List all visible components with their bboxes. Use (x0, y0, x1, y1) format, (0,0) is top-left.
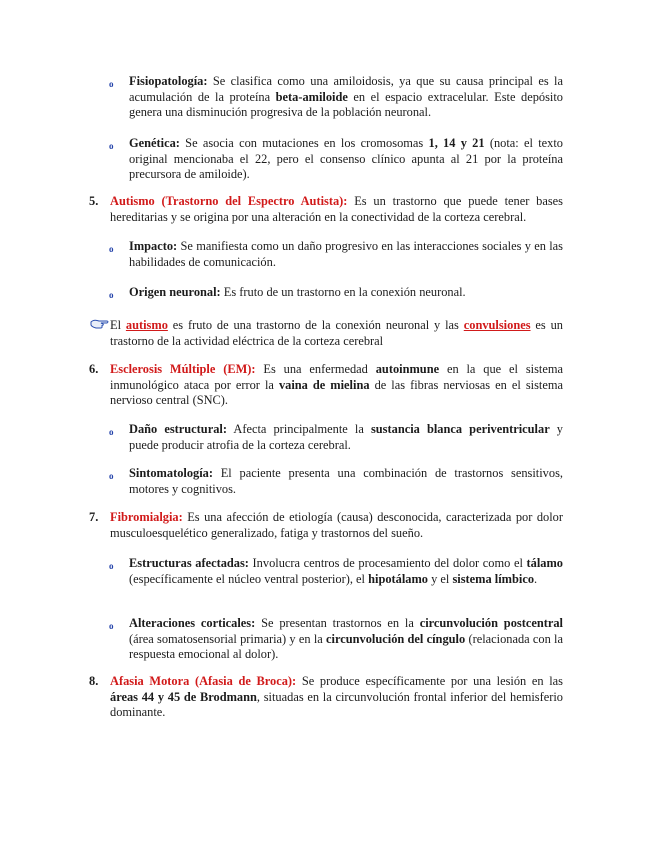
estructuras-paragraph (129, 556, 563, 587)
autismo-link: autismo (125, 318, 168, 332)
bold-term: circunvolución postcentral (419, 616, 563, 630)
item6-paragraph (110, 362, 563, 409)
convulsiones-link: convulsiones (463, 318, 531, 332)
text: Se presentan trastornos en la (255, 616, 420, 630)
text: Es fruto de un trastorno en la conexión neuronal. (220, 285, 466, 299)
text: es fruto de una trastorno de la conexión neuronal y las (167, 318, 464, 332)
bold-term: circunvolución del cíngulo (326, 631, 466, 646)
bold-term: 1, 14 y 21 (428, 136, 485, 150)
text: El paciente presenta una combinación de trastornos sensitivos, motores y cognitivos. (129, 466, 563, 496)
item-number: 5. (89, 194, 99, 208)
text: Se clasifica como una amiloidosis, ya que su causa principal es la acumulación de la proteína (129, 74, 563, 104)
bold-term: sistema límbico (452, 571, 535, 586)
item-number: 7. (89, 510, 99, 524)
genetica-paragraph (129, 136, 563, 183)
bold-term: tálamo (526, 556, 563, 570)
alteraciones-label: Alteraciones corticales: (129, 616, 256, 630)
text: y el (428, 571, 453, 586)
text: Es un trastorno que puede tener bases hereditarias y se origina por una alteración en la conectividad de la corteza cerebral. (110, 194, 563, 224)
genetica-label: Genética: (129, 136, 180, 150)
item5-title: Autismo (Trastorno del Espectro Autista): (110, 194, 348, 208)
text: Afecta principalmente la (226, 422, 371, 436)
pointing-hand-icon (90, 318, 110, 330)
text: Es una afección de etiología (causa) desconocida, caracterizada por dolor musculoesquelético generalizado, fatiga y trastornos del sueño. (110, 510, 563, 540)
item6-title: Esclerosis Múltiple (EM): (110, 362, 256, 376)
bullet-icon: o (109, 561, 114, 571)
text: Es una enfermedad (255, 362, 376, 376)
text: (área somatosensorial primaria) y en la (129, 631, 327, 646)
sintomatologia-label: Sintomatología: (129, 466, 213, 480)
text: Se manifiesta como un daño progresivo en las interacciones sociales y en las habilidades de comunicación. (129, 239, 563, 269)
impacto-paragraph (129, 239, 563, 270)
item5-paragraph (110, 194, 563, 225)
alteraciones-paragraph (129, 616, 563, 663)
impacto-label: Impacto: (129, 239, 178, 253)
fisiopatologia-label: Fisiopatología: (129, 74, 208, 88)
estructuras-label: Estructuras afectadas: (129, 556, 249, 570)
item-number: 6. (89, 362, 99, 376)
item7-title: Fibromialgia: (110, 510, 183, 524)
origen-paragraph (129, 285, 563, 301)
origen-label: Origen neuronal: (129, 285, 221, 299)
bullet-icon: o (109, 621, 114, 631)
autismo-note (110, 318, 563, 349)
text: es un trastorno de la actividad eléctrica de la corteza cerebral (110, 318, 564, 348)
bold-term: hipotálamo (368, 571, 429, 586)
text: en la que el sistema inmunológico ataca por error la (110, 362, 563, 392)
text: (nota: el texto original mencionaba el 22, pero el consenso clínico apunta al 21 por la proteína precursora de amiloide). (129, 136, 563, 182)
bold-term: áreas 44 y 45 de Brodmann (110, 689, 257, 704)
text: de las fibras nerviosas en el sistema nervioso central (SNC). (110, 377, 563, 408)
text: (específicamente el núcleo ventral posterior), el (129, 571, 369, 586)
bullet-icon: o (109, 141, 114, 151)
fisiopatologia-paragraph (129, 74, 563, 121)
text: , situadas en la circunvolución frontal inferior del hemisferio dominante. (110, 689, 563, 720)
item8-paragraph (110, 674, 563, 721)
text: Se produce específicamente por una lesión en las (296, 674, 563, 688)
text: Se asocia con mutaciones en los cromosomas (179, 136, 429, 150)
text: y puede producir atrofia de la corteza cerebral. (129, 422, 564, 452)
sintomatologia-paragraph (129, 466, 563, 497)
item8-title: Afasia Motora (Afasia de Broca): (110, 674, 297, 688)
bullet-icon: o (109, 290, 114, 300)
bullet-icon: o (109, 244, 114, 254)
bullet-icon: o (109, 471, 114, 481)
text: El (110, 318, 126, 332)
text: Involucra centros de procesamiento del dolor como el (248, 556, 527, 570)
text: (relacionada con la respuesta emocional al dolor). (129, 631, 563, 662)
dano-label: Daño estructural: (129, 422, 227, 436)
text: . (534, 571, 538, 586)
bold-term: autoinmune (375, 362, 440, 376)
dano-paragraph (129, 422, 563, 453)
item7-paragraph (110, 510, 563, 541)
bold-term: vaina de mielina (278, 377, 370, 392)
bold-term: sustancia blanca periventricular (370, 422, 550, 436)
text: en el espacio extracelular. Este depósito genera una disminución progresiva de la población neuronal. (129, 89, 563, 120)
item-number: 8. (89, 674, 99, 688)
bullet-icon: o (109, 79, 114, 89)
bullet-icon: o (109, 427, 114, 437)
bold-term: beta-amiloide (275, 89, 348, 104)
